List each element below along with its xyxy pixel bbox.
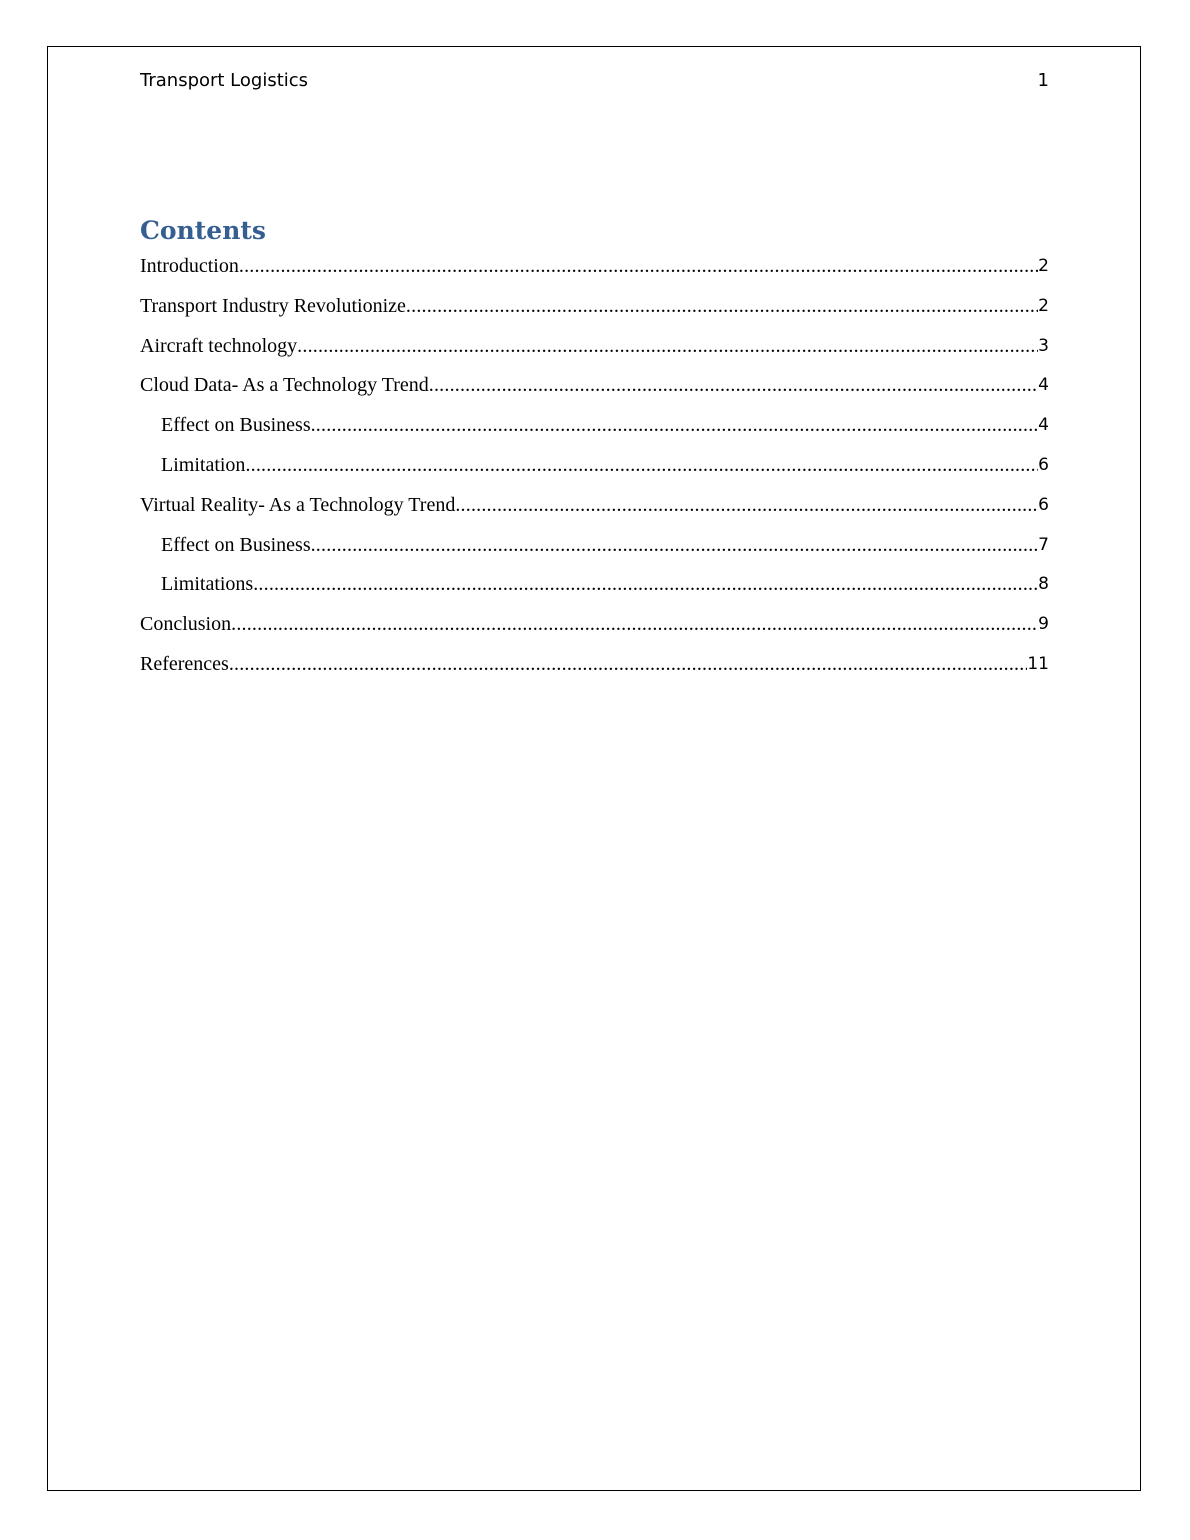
toc-entry-label: Limitation bbox=[161, 453, 246, 476]
toc-entry-label: Limitations bbox=[161, 573, 254, 596]
toc-entry-page: 9 bbox=[1038, 614, 1049, 635]
toc-dot-leader bbox=[429, 370, 1038, 400]
toc-entry-references[interactable] bbox=[140, 649, 1049, 689]
toc-entry-aircraft-technology[interactable] bbox=[140, 331, 1049, 371]
table-of-contents bbox=[140, 251, 1049, 689]
toc-dot-leader bbox=[231, 609, 1038, 639]
page-number: 1 bbox=[1037, 70, 1049, 91]
toc-entry-label: Virtual Reality- As a Technology Trend bbox=[140, 493, 456, 516]
toc-entry-cloud-data[interactable] bbox=[140, 370, 1049, 410]
toc-entry-page: 4 bbox=[1038, 375, 1049, 396]
toc-dot-leader bbox=[253, 569, 1038, 599]
toc-dot-leader bbox=[311, 410, 1039, 440]
toc-entry-page: 2 bbox=[1038, 295, 1049, 316]
toc-entry-page: 8 bbox=[1038, 574, 1049, 595]
toc-entry-transport-industry-revolutionize[interactable] bbox=[140, 291, 1049, 331]
toc-entry-label: Effect on Business bbox=[161, 533, 311, 556]
toc-entry-effect-on-business-cloud[interactable] bbox=[140, 410, 1049, 450]
toc-entry-page: 3 bbox=[1038, 335, 1049, 356]
toc-dot-leader bbox=[311, 530, 1039, 560]
toc-dot-leader bbox=[455, 490, 1038, 520]
toc-entry-limitations[interactable] bbox=[140, 569, 1049, 609]
toc-entry-label: References bbox=[140, 652, 229, 675]
toc-dot-leader bbox=[297, 331, 1038, 361]
toc-entry-label: Transport Industry Revolutionize bbox=[140, 294, 406, 317]
toc-entry-label: Introduction bbox=[140, 255, 239, 277]
toc-entry-page: 7 bbox=[1038, 534, 1049, 555]
toc-entry-page: 6 bbox=[1038, 494, 1049, 515]
toc-entry-effect-on-business-vr[interactable] bbox=[140, 530, 1049, 570]
toc-entry-conclusion[interactable] bbox=[140, 609, 1049, 649]
toc-entry-limitation[interactable] bbox=[140, 450, 1049, 490]
toc-entry-page: 6 bbox=[1038, 454, 1049, 475]
running-header-title: Transport Logistics bbox=[140, 70, 309, 91]
toc-dot-leader bbox=[239, 251, 1038, 281]
toc-entry-virtual-reality[interactable] bbox=[140, 490, 1049, 530]
toc-entry-page: 2 bbox=[1038, 256, 1049, 276]
toc-entry-label: Conclusion bbox=[140, 613, 232, 636]
toc-dot-leader bbox=[245, 450, 1038, 480]
toc-heading: Contents bbox=[140, 216, 267, 245]
toc-entry-label: Aircraft technology bbox=[140, 334, 298, 357]
toc-entry-label: Effect on Business bbox=[161, 414, 311, 437]
toc-entry-introduction[interactable] bbox=[140, 251, 1049, 291]
toc-entry-page: 4 bbox=[1038, 415, 1049, 436]
toc-dot-leader bbox=[229, 649, 1028, 679]
toc-entry-page: 11 bbox=[1027, 653, 1049, 674]
toc-entry-label: Cloud Data- As a Technology Trend bbox=[140, 374, 429, 397]
toc-dot-leader bbox=[406, 291, 1038, 321]
